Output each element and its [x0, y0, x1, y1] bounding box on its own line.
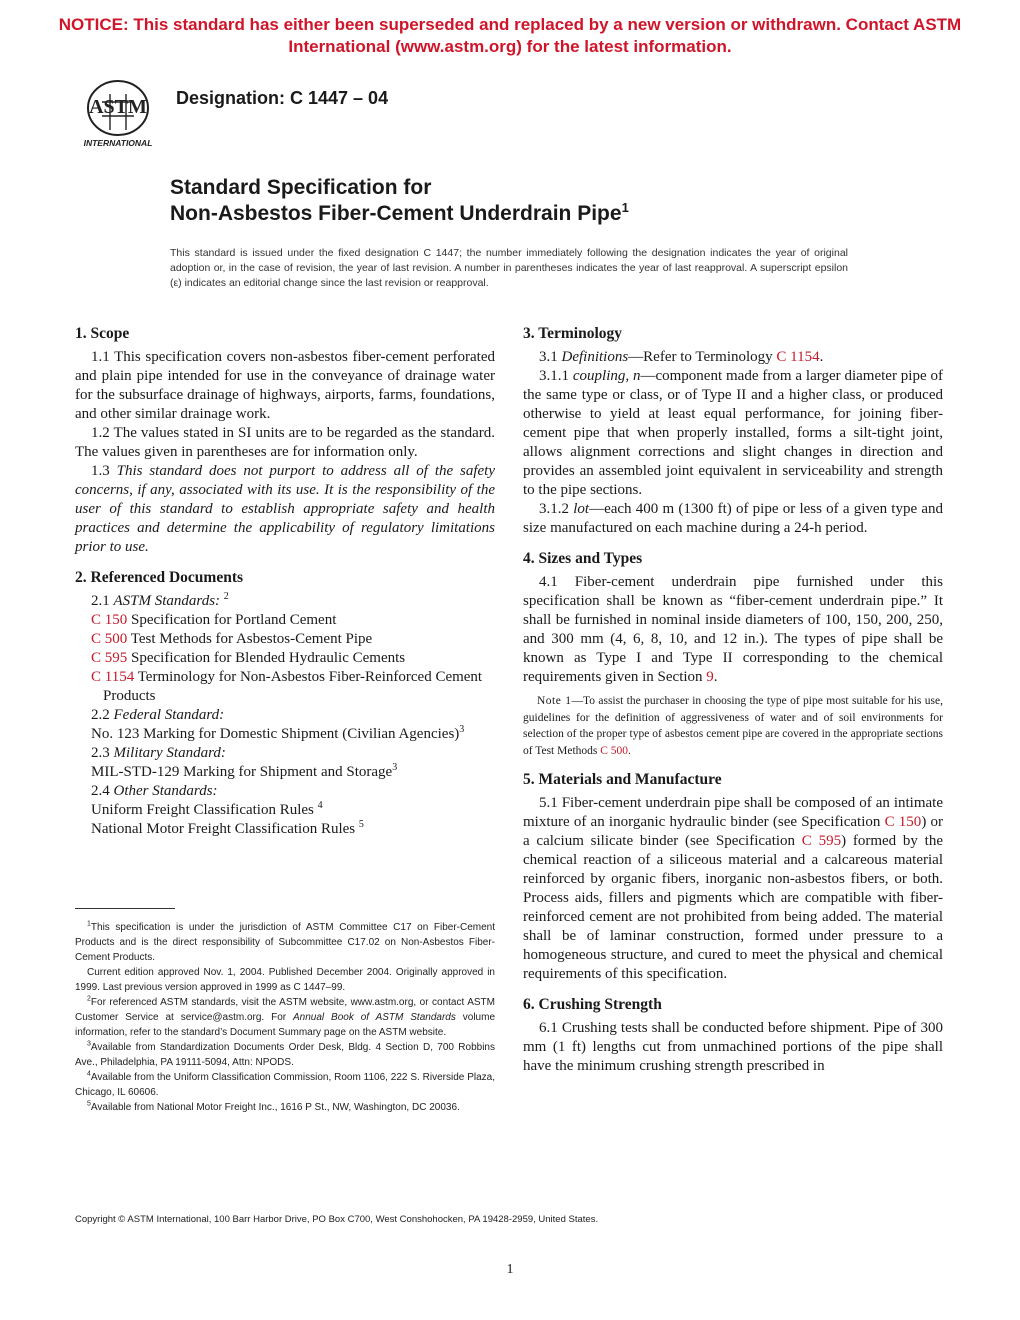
terminology-3-1: 3.1 Definitions—Refer to Terminology C 1154. — [539, 349, 824, 365]
other-standard-item: Uniform Freight Classification Rules $^4$ — [91, 800, 323, 818]
note-1: Note 1—To assist the purchaser in choosing the type of pipe most suitable for his use, guidelines for the definition of aggressiveness of water and of soil environments for selection of the proper type of asbestos cement pipe are covered in the appropriate sections of Test Methods C 500. — [523, 695, 943, 757]
section-referenced-documents — [75, 568, 495, 839]
footnote-3: $^3$Available from Standardization Documents Order Desk, Bldg. 4 Section D, 700 Robbins Ave., Philadelphia, PA 19111-5094, Attn: NPODS. — [75, 1040, 495, 1068]
scope-1-2: 1.2 The values stated in SI units are to be regarded as the standard. The values given in parentheses are for information only. — [75, 425, 495, 460]
logo-text: ASTM — [89, 96, 147, 118]
designation: Designation: C 1447 – 04 — [176, 88, 389, 108]
title-line-1: Standard Specification for — [170, 176, 432, 199]
terminology-3-1-2: 3.1.2 lot—each 400 m (1300 ft) of pipe or less of a given type and size manufactured on each machine during a 24-h period. — [523, 501, 944, 536]
ref-item: C 150 Specification for Portland Cement — [91, 612, 337, 628]
other-standards-label: 2.4 Other Standards: — [91, 783, 218, 799]
section-crushing-strength — [523, 995, 943, 1076]
ref-item: C 1154 Terminology for Non-Asbestos Fiber-Reinforced Cement Products — [91, 669, 483, 704]
military-standard-item: MIL-STD-129 Marking for Shipment and Storage$^3$ — [91, 762, 398, 780]
title-line-2: Non-Asbestos Fiber-Cement Underdrain Pipe$^1$ — [170, 200, 629, 225]
page-title — [170, 175, 629, 227]
page-number: 1 — [506, 1262, 514, 1277]
scope-1-3: 1.3 This standard does not purport to address all of the safety concerns, if any, associated with its use. It is the responsibility of the user of this standard to establish appropriate safety and health practices and determine the applicability of regulatory limitations prior to use. — [75, 463, 496, 555]
left-column — [75, 324, 495, 850]
federal-standard-item: No. 123 Marking for Domestic Shipment (Civilian Agencies)$^3$ — [91, 724, 465, 742]
ref-link-c1154[interactable]: C 1154 — [776, 349, 820, 365]
ref-item: C 500 Test Methods for Asbestos-Cement Pipe — [91, 631, 373, 647]
section-terminology — [523, 324, 943, 538]
military-standard-label: 2.3 Military Standard: — [91, 745, 226, 761]
ref-link-c1154[interactable]: C 1154 — [91, 669, 135, 685]
other-standard-item: National Motor Freight Classification Rules $^5$ — [91, 819, 364, 837]
footnote-2: $^2$For referenced ASTM standards, visit the ASTM website, www.astm.org, or contact ASTM Customer Service at service@astm.org. For Annual Book of ASTM Standards volume information, refer to the standard’s Document Summary page on the ASTM website. — [75, 995, 496, 1038]
ref-link-c595[interactable]: C 595 — [801, 833, 842, 849]
astm-standards-label: 2.1 ASTM Standards: $^2$ — [91, 591, 229, 609]
section-sizes-and-types — [523, 549, 943, 759]
federal-standard-label: 2.2 Federal Standard: — [91, 707, 225, 723]
ref-link-c150[interactable]: C 150 — [91, 612, 128, 628]
footnote-1: $^1$This specification is under the jurisdiction of ASTM Committee C17 on Fiber-Cement Products and is the direct responsibility of Subcommittee C17.02 on Non-Asbestos Fiber-Cement Products. — [75, 920, 495, 963]
right-column — [523, 324, 943, 1087]
copyright: Copyright © ASTM International, 100 Barr Harbor Drive, PO Box C700, West Conshohocken, PA 19428-2959, United States. — [75, 1214, 599, 1225]
logo-subtext: INTERNATIONAL — [83, 138, 153, 148]
terminology-heading: 3. Terminology — [523, 325, 623, 342]
ref-link-c595[interactable]: C 595 — [91, 650, 128, 666]
section-materials — [523, 770, 943, 984]
materials-heading: 5. Materials and Manufacture — [523, 771, 722, 788]
ref-link-section-9[interactable]: 9 — [706, 669, 714, 685]
footnote-1-cont: Current edition approved Nov. 1, 2004. Published December 2004. Originally approved in 1999. Last previous version approved in 1999 as C 1447–99. — [75, 967, 495, 993]
sizes-4-1: 4.1 Fiber-cement underdrain pipe furnished under this specification shall be known as “fiber-cement underdrain pipe.” It shall be furnished in nominal inside diameters of 100, 150, 200, 250, and 300 mm (4, 6, 8, 10, and 12 in.). The types of pipe shall be known as Type I and Type II corresponding to the chemical requirements given in Section 9. — [523, 574, 943, 685]
materials-5-1: 5.1 Fiber-cement underdrain pipe shall be composed of an intimate mixture of an inorganic hydraulic binder (see Specification C 150) or a calcium silicate binder (see Specification C 595) formed by the chemical reaction of a siliceous material and a calcareous material reinforced by organic fibers, inorganic non-asbestos fibers, or both. Process aids, fillers and pigments which are compatible with fiber-reinforced cement are not prohibited from being added. The material shall be of laminar construction, formed under pressure to a homogeneous structure, and cured to meet the physical and chemical requirements of this specification. — [523, 795, 944, 982]
footnote-4: $^4$Available from the Uniform Classification Commission, Room 1106, 222 S. Riverside Plaza, Chicago, IL 60606. — [75, 1070, 495, 1098]
footnote-divider — [75, 908, 175, 909]
terminology-3-1-1: 3.1.1 coupling, n—component made from a larger diameter pipe of the same type or class, or of Type II and a higher class, or produced otherwise to yield at least equal performance, for joining fiber-cement pipe that when properly installed, forms a silt-tight joint, allows alignment corrections and slight changes in direction and provides an assembled joint equivalent in serviceability and strength to the pipe sections. — [523, 368, 943, 498]
astm-logo-icon — [72, 76, 164, 150]
refdocs-heading: 2. Referenced Documents — [75, 569, 244, 586]
notice-line-1: NOTICE: This standard has either been superseded and replaced by a new version or withdrawn. Contact ASTM — [58, 15, 962, 34]
title-footnote-ref[interactable]: 1 — [621, 200, 629, 215]
crushing-heading: 6. Crushing Strength — [523, 996, 662, 1013]
ref-item: C 595 Specification for Blended Hydraulic Cements — [91, 650, 406, 666]
sizes-heading: 4. Sizes and Types — [523, 550, 643, 567]
notice-line-2: International (www.astm.org) for the latest information. — [288, 37, 732, 56]
ref-link-c150[interactable]: C 150 — [884, 814, 922, 830]
ref-link-c500[interactable]: C 500 — [91, 631, 128, 647]
scope-heading: 1. Scope — [75, 325, 130, 342]
footnotes — [75, 920, 495, 1115]
section-scope — [75, 324, 495, 557]
ref-link-c500[interactable]: C 500 — [600, 744, 629, 757]
scope-1-1: 1.1 This specification covers non-asbestos fiber-cement perforated and plain pipe intended for use in the conveyance of drainage water for the subsurface drainage of highways, airports, farms, foundations, and other similar drainage work. — [75, 349, 495, 422]
crushing-6-1: 6.1 Crushing tests shall be conducted before shipment. Pipe of 300 mm (1 ft) lengths cut from unmachined portions of the pipe shall have the minimum crushing strength prescribed in — [523, 1020, 943, 1074]
withdrawn-notice — [40, 14, 980, 58]
footnote-5: $^5$Available from National Motor Freight Inc., 1616 P St., NW, Washington, DC 20036. — [87, 1100, 460, 1113]
issuance-statement: This standard is issued under the fixed designation C 1447; the number immediately following the designation indicates the year of original adoption or, in the case of revision, the year of last revision. A number in parentheses indicates the year of last reapproval. A superscript epsilon (ε) indicates an editorial change since the last revision or reapproval. — [170, 247, 848, 289]
